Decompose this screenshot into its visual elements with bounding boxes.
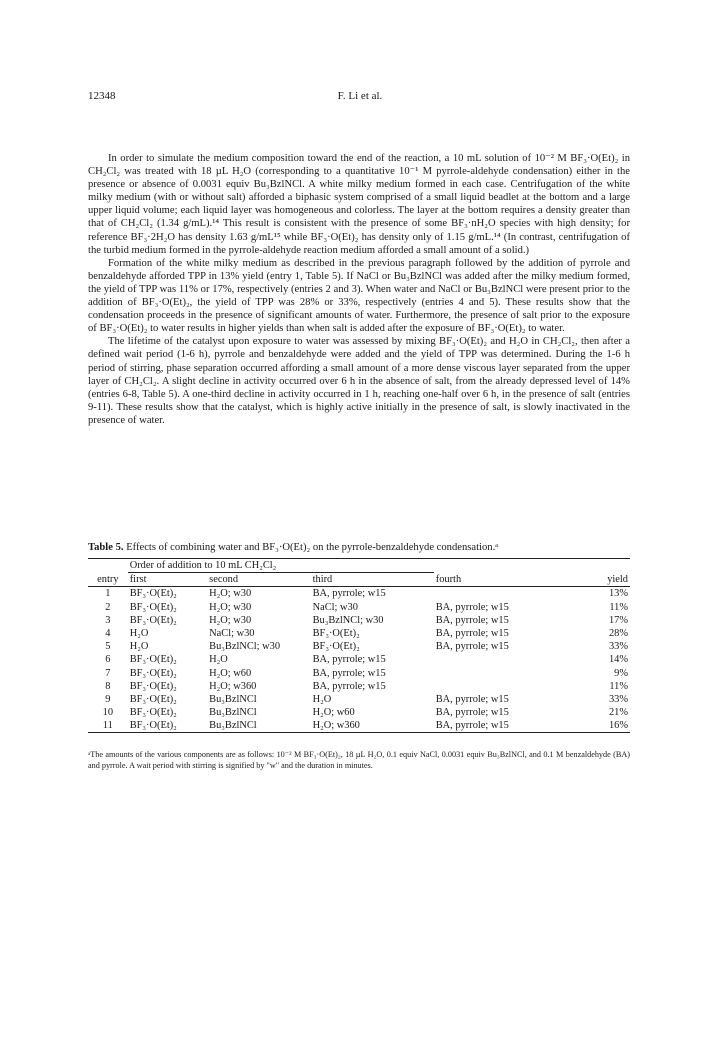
cell-second: H₂O; w60 xyxy=(209,667,252,679)
cell-first: BF₃·O(Et)₂ xyxy=(129,654,177,666)
cell-fourth: BA, pyrrole; w15 xyxy=(435,707,509,719)
cell-entry: 6 xyxy=(105,654,111,666)
table-row xyxy=(88,614,630,627)
cell-second: NaCl; w30 xyxy=(209,628,255,640)
cell-entry: 7 xyxy=(105,667,111,679)
cell-fourth xyxy=(434,587,557,601)
cell-third: BA, pyrrole; w15 xyxy=(312,667,386,679)
cell-yield: 28% xyxy=(608,628,628,640)
cell-entry: 3 xyxy=(105,614,111,626)
cell-fourth: BA, pyrrole; w15 xyxy=(435,614,509,626)
cell-fourth: BA, pyrrole; w15 xyxy=(435,641,509,653)
table-row xyxy=(88,706,630,719)
cell-entry: 8 xyxy=(105,680,111,692)
table-row xyxy=(88,693,630,706)
cell-second: Bu₃BzlNCl xyxy=(209,720,257,732)
cell-second: H₂O; w30 xyxy=(209,601,252,613)
table-header-row xyxy=(88,573,630,587)
table-footnote: ᵃThe amounts of the various components are as follows: 10⁻² M BF₃·O(Et)₂, 18 µL H₂O, 0.1 equiv NaCl, 0.0031 equiv Bu₃BzlNCl, and 0.1 M benzaldehyde (BA) and pyrrole. A wait period with stirring is signified by "w" and the duration in minutes. xyxy=(88,750,630,771)
cell-third: H₂O; w360 xyxy=(312,720,360,732)
table-caption-label: Table 5. xyxy=(88,542,124,553)
table-row xyxy=(88,667,630,680)
cell-fourth: BA, pyrrole; w15 xyxy=(435,720,509,732)
cell-fourth xyxy=(434,653,557,666)
cell-yield: 21% xyxy=(608,707,628,719)
cell-third: BF₃·O(Et)₂ xyxy=(312,628,360,640)
cell-yield: 13% xyxy=(608,588,628,600)
cell-third: BA, pyrrole; w15 xyxy=(312,588,386,600)
cell-yield: 17% xyxy=(608,614,628,626)
paragraph-3: The lifetime of the catalyst upon exposure to water was assessed by mixing BF₃·O(Et)₂ and H₂O in CH₂Cl₂, then after a defined wait period (1-6 h), pyrrole and benzaldehyde were added and the yield of TPP was determined. During the 1-6 h period of stirring, phase separation occurred affording a small amount of a more dense viscous layer separated from the upper layer of CH₂Cl₂. A slight decline in activity occurred over 6 h in the absence of salt, from the already depressed level of 14% (entries 6-8, Table 5). A one-third decline in activity occurred in 1 h, reaching one-half over 6 h, in the presence of salt (entries 9-11). These results show that the catalyst, which is highly active initially in the presence of salt, is slowly inactivated in the presence of water. xyxy=(88,336,630,426)
cell-third: BA, pyrrole; w15 xyxy=(312,654,386,666)
table-caption-text: Effects of combining water and BF₃·O(Et)₂ on the pyrrole-benzaldehyde condensation.ᵃ xyxy=(126,542,499,553)
body-text xyxy=(88,152,630,427)
cell-yield: 33% xyxy=(608,641,628,653)
table-row xyxy=(88,627,630,640)
table-5 xyxy=(88,558,630,733)
cell-third: Bu₃BzlNCl; w30 xyxy=(312,614,384,626)
cell-first: H₂O xyxy=(129,641,149,653)
cell-entry: 11 xyxy=(102,720,113,732)
paragraph-2: Formation of the white milky medium as described in the previous paragraph followed by the addition of pyrrole and benzaldehyde afforded TPP in 13% yield (entry 1, Table 5). If NaCl or Bu₃BzlNCl was added after the milky medium formed, the yield of TPP was 11% or 17%, respectively (entries 2 and 3). When water and NaCl or Bu₃BzlNCl were present prior to the addition of BF₃·O(Et)₂, the yield of TPP was 28% or 33%, respectively (entries 4 and 5). These results show that the condensation proceeds in the presence of significant amounts of water. Furthermore, the presence of salt prior to the exposure of BF₃·O(Et)₂ to water results in higher yields than when salt is added after the exposure of BF₃·O(Et)₂ to water. xyxy=(88,257,630,335)
cell-fourth: BA, pyrrole; w15 xyxy=(435,693,509,705)
cell-yield: 33% xyxy=(608,693,628,705)
table-row xyxy=(88,601,630,614)
cell-third: H₂O; w60 xyxy=(312,707,355,719)
cell-fourth: BA, pyrrole; w15 xyxy=(435,628,509,640)
table-row xyxy=(88,653,630,666)
cell-first: BF₃·O(Et)₂ xyxy=(129,588,177,600)
cell-first: BF₃·O(Et)₂ xyxy=(129,720,177,732)
cell-yield: 11% xyxy=(609,680,628,692)
table-row xyxy=(88,587,630,601)
cell-first: BF₃·O(Et)₂ xyxy=(129,693,177,705)
paragraph-1: In order to simulate the medium composition toward the end of the reaction, a 10 mL solution of 10⁻² M BF₃·O(Et)₂ in CH₂Cl₂ was treated with 18 µL H₂O (corresponding to a quantitative 10⁻¹ M pyrrole-aldehyde condensation) either in the presence or absence of 0.0031 equiv Bu₃BzlNCl. A white milky medium formed in each case. Centrifugation of the white milky medium (with or without salt) afforded a biphasic system comprised of a small liquid beadlet at the bottom and a large upper liquid volume; each liquid layer was homogeneous and colorless. The layer at the bottom requires a density greater than that of CH₂Cl₂ (1.34 g/mL).¹⁴ This result is consistent with the presence of some BF₃·nH₂O species with high density; for reference BF₃·2H₂O has density 1.63 g/mL¹⁵ while BF₃·O(Et)₂ has density only of 1.15 g/mL.¹⁴ (In contrast, centrifugation of the turbid medium formed in the pyrrole-aldehyde reaction medium afforded a small amount of a solid.) xyxy=(88,153,630,256)
cell-fourth xyxy=(434,680,557,693)
cell-second: H₂O; w30 xyxy=(209,588,252,600)
page-number: 12348 xyxy=(88,90,116,102)
cell-first: BF₃·O(Et)₂ xyxy=(129,680,177,692)
cell-first: H₂O xyxy=(129,628,149,640)
running-title: F. Li et al. xyxy=(337,90,383,102)
cell-entry: 1 xyxy=(105,588,111,600)
table-row xyxy=(88,680,630,693)
col-header-fourth: fourth xyxy=(435,574,462,586)
cell-second: H₂O; w30 xyxy=(209,614,252,626)
cell-fourth: BA, pyrrole; w15 xyxy=(435,601,509,613)
cell-first: BF₃·O(Et)₂ xyxy=(129,614,177,626)
cell-yield: 14% xyxy=(608,654,628,666)
cell-yield: 11% xyxy=(609,601,628,613)
col-header-third: third xyxy=(312,574,333,586)
column-group-header: Order of addition to 10 mL CH₂Cl₂ xyxy=(128,559,434,573)
table-row xyxy=(88,719,630,733)
cell-third: BF₃·O(Et)₂ xyxy=(312,641,360,653)
col-header-entry: entry xyxy=(97,574,119,586)
cell-second: H₂O xyxy=(209,654,228,666)
cell-third: BA, pyrrole; w15 xyxy=(312,680,386,692)
col-header-first: first xyxy=(129,574,147,586)
cell-second: Bu₃BzlNCl xyxy=(209,707,257,719)
cell-first: BF₃·O(Et)₂ xyxy=(129,707,177,719)
cell-first: BF₃·O(Et)₂ xyxy=(129,601,177,613)
cell-entry: 4 xyxy=(105,628,111,640)
cell-first: BF₃·O(Et)₂ xyxy=(129,667,177,679)
cell-entry: 10 xyxy=(102,707,114,719)
cell-third: H₂O xyxy=(312,693,332,705)
cell-entry: 5 xyxy=(105,641,111,653)
cell-entry: 9 xyxy=(105,693,111,705)
table-row xyxy=(88,640,630,653)
cell-second: H₂O; w360 xyxy=(209,680,257,692)
cell-entry: 2 xyxy=(105,601,111,613)
cell-second: Bu₃BzlNCl; w30 xyxy=(209,641,281,653)
cell-yield: 16% xyxy=(608,720,628,732)
col-header-yield: yield xyxy=(607,574,628,586)
table-caption xyxy=(88,542,648,553)
cell-yield: 9% xyxy=(614,667,628,679)
cell-third: NaCl; w30 xyxy=(312,601,358,613)
cell-fourth xyxy=(434,667,557,680)
col-header-second: second xyxy=(209,574,239,586)
cell-second: Bu₃BzlNCl xyxy=(209,693,257,705)
